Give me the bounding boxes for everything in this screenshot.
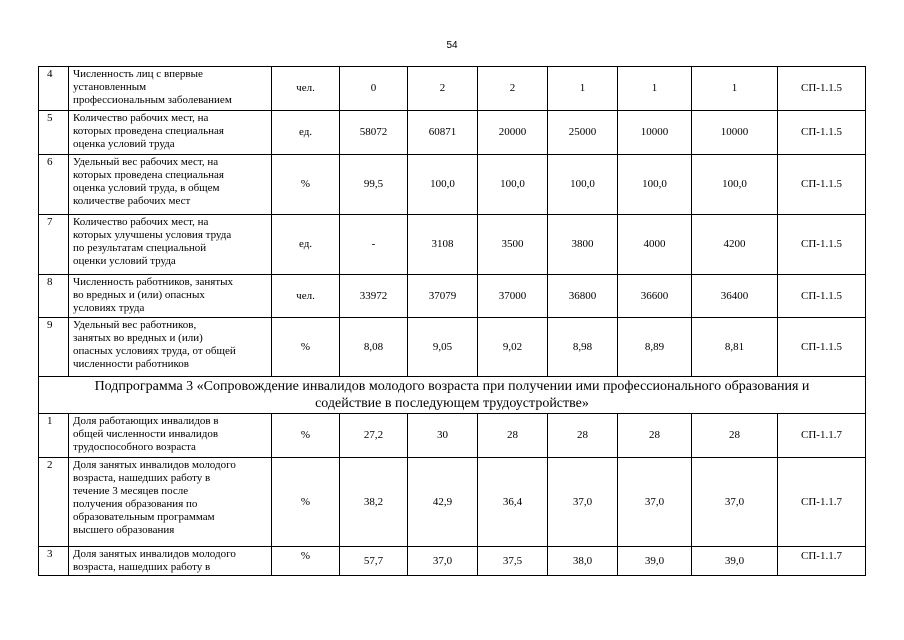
value-cell: 9,02 bbox=[478, 318, 548, 377]
section-title-line-2: содействие в последующем трудоустройстве» bbox=[315, 396, 589, 411]
table-row bbox=[39, 275, 866, 318]
unit-cell: ед. bbox=[272, 215, 340, 275]
indicator-name-line: течение 3 месяцев после bbox=[73, 485, 189, 497]
table-row bbox=[39, 414, 866, 458]
value-cell: 37,5 bbox=[478, 547, 548, 576]
indicator-name-line: Численность работников, занятых bbox=[73, 276, 234, 288]
value-cell: 9,05 bbox=[408, 318, 478, 377]
section-header bbox=[39, 377, 866, 414]
value-cell: 8,98 bbox=[548, 318, 618, 377]
indicator-name-line: Доля работающих инвалидов в bbox=[73, 415, 219, 427]
indicator-name-line: количестве рабочих мест bbox=[73, 195, 191, 207]
indicators-table bbox=[38, 66, 866, 576]
value-cell: 20000 bbox=[478, 111, 548, 155]
value-cell: 57,7 bbox=[340, 547, 408, 576]
value-cell: 25000 bbox=[548, 111, 618, 155]
program-code: СП-1.1.7 bbox=[778, 414, 866, 458]
indicator-name bbox=[69, 215, 272, 275]
indicator-name bbox=[69, 155, 272, 215]
section-row bbox=[39, 377, 866, 414]
row-number: 7 bbox=[39, 215, 69, 275]
indicator-name-line: условиях труда bbox=[73, 302, 145, 314]
value-cell: 100,0 bbox=[618, 155, 692, 215]
table-row bbox=[39, 155, 866, 215]
table-body-part2 bbox=[39, 414, 866, 576]
program-code: СП-1.1.5 bbox=[778, 318, 866, 377]
value-cell: 60871 bbox=[408, 111, 478, 155]
row-number: 3 bbox=[39, 547, 69, 576]
row-number: 9 bbox=[39, 318, 69, 377]
indicator-name-line: оценка условий труда, в общем bbox=[73, 182, 220, 194]
value-cell: 28 bbox=[618, 414, 692, 458]
value-cell: 3800 bbox=[548, 215, 618, 275]
indicator-name-line: Количество рабочих мест, на bbox=[73, 216, 209, 228]
indicator-name bbox=[69, 111, 272, 155]
value-cell: 28 bbox=[548, 414, 618, 458]
program-code: СП-1.1.7 bbox=[778, 547, 866, 576]
page-number: 54 bbox=[446, 40, 458, 51]
unit-cell: ед. bbox=[272, 111, 340, 155]
indicator-name-line: общей численности инвалидов bbox=[73, 428, 219, 440]
value-cell: 1 bbox=[692, 67, 778, 111]
indicator-name-line: высшего образования bbox=[73, 524, 175, 536]
value-cell: 3500 bbox=[478, 215, 548, 275]
value-cell: 39,0 bbox=[692, 547, 778, 576]
value-cell: 4200 bbox=[692, 215, 778, 275]
indicator-name bbox=[69, 67, 272, 111]
value-cell: 37,0 bbox=[408, 547, 478, 576]
table-row bbox=[39, 458, 866, 547]
indicator-name-line: Удельный вес рабочих мест, на bbox=[73, 156, 219, 168]
indicator-name-line: получения образования по bbox=[73, 498, 198, 510]
section-title-cell bbox=[39, 377, 866, 414]
value-cell: 100,0 bbox=[408, 155, 478, 215]
program-code: СП-1.1.5 bbox=[778, 275, 866, 318]
value-cell: 58072 bbox=[340, 111, 408, 155]
indicator-name-line: опасных условиях труда, от общей bbox=[73, 345, 236, 357]
section-title-line-1: Подпрограмма 3 «Сопровождение инвалидов молодого возраста при получении ими профессионального образования и bbox=[94, 379, 810, 394]
unit-cell: % bbox=[272, 547, 340, 576]
indicator-name-line: которых улучшены условия труда bbox=[73, 229, 232, 241]
program-code: СП-1.1.5 bbox=[778, 155, 866, 215]
indicator-name-line: во вредных и (или) опасных bbox=[73, 289, 205, 301]
indicator-name-line: возраста, нашедших работу в bbox=[73, 472, 211, 484]
value-cell: 8,89 bbox=[618, 318, 692, 377]
value-cell: 1 bbox=[548, 67, 618, 111]
program-code: СП-1.1.5 bbox=[778, 67, 866, 111]
row-number: 6 bbox=[39, 155, 69, 215]
indicator-name-line: Количество рабочих мест, на bbox=[73, 112, 209, 124]
indicator-name bbox=[69, 458, 272, 547]
value-cell: 100,0 bbox=[548, 155, 618, 215]
table-row bbox=[39, 215, 866, 275]
indicator-name-line: которых проведена специальная bbox=[73, 169, 224, 181]
table-row bbox=[39, 67, 866, 111]
value-cell: 2 bbox=[478, 67, 548, 111]
value-cell: 3108 bbox=[408, 215, 478, 275]
value-cell: 99,5 bbox=[340, 155, 408, 215]
value-cell: 10000 bbox=[618, 111, 692, 155]
indicator-name bbox=[69, 318, 272, 377]
indicator-name-line: по результатам специальной bbox=[73, 242, 207, 254]
value-cell: 0 bbox=[340, 67, 408, 111]
row-number: 5 bbox=[39, 111, 69, 155]
value-cell: 36600 bbox=[618, 275, 692, 318]
row-number: 4 bbox=[39, 67, 69, 111]
value-cell: 27,2 bbox=[340, 414, 408, 458]
value-cell: 37,0 bbox=[618, 458, 692, 547]
program-code: СП-1.1.5 bbox=[778, 215, 866, 275]
row-number: 1 bbox=[39, 414, 69, 458]
value-cell: 42,9 bbox=[408, 458, 478, 547]
indicator-name-line: которых проведена специальная bbox=[73, 125, 224, 137]
program-code: СП-1.1.5 bbox=[778, 111, 866, 155]
value-cell: 4000 bbox=[618, 215, 692, 275]
value-cell: - bbox=[340, 215, 408, 275]
unit-cell: % bbox=[272, 155, 340, 215]
value-cell: 38,2 bbox=[340, 458, 408, 547]
indicator-name-line: оценка условий труда bbox=[73, 138, 175, 150]
value-cell: 28 bbox=[692, 414, 778, 458]
row-number: 2 bbox=[39, 458, 69, 547]
indicator-name bbox=[69, 547, 272, 576]
value-cell: 36,4 bbox=[478, 458, 548, 547]
indicator-name-line: оценки условий труда bbox=[73, 255, 176, 267]
table-row bbox=[39, 547, 866, 576]
indicator-name-line: профессиональным заболеванием bbox=[73, 94, 232, 106]
table-body-part1 bbox=[39, 67, 866, 377]
value-cell: 37079 bbox=[408, 275, 478, 318]
value-cell: 1 bbox=[618, 67, 692, 111]
indicator-name bbox=[69, 275, 272, 318]
indicator-name bbox=[69, 414, 272, 458]
value-cell: 36400 bbox=[692, 275, 778, 318]
unit-cell: % bbox=[272, 414, 340, 458]
value-cell: 30 bbox=[408, 414, 478, 458]
value-cell: 2 bbox=[408, 67, 478, 111]
unit-cell: чел. bbox=[272, 275, 340, 318]
row-number: 8 bbox=[39, 275, 69, 318]
value-cell: 37000 bbox=[478, 275, 548, 318]
value-cell: 37,0 bbox=[692, 458, 778, 547]
indicator-name-line: Доля занятых инвалидов молодого bbox=[73, 548, 236, 560]
value-cell: 36800 bbox=[548, 275, 618, 318]
indicator-name-line: Удельный вес работников, bbox=[73, 319, 197, 331]
value-cell: 37,0 bbox=[548, 458, 618, 547]
value-cell: 38,0 bbox=[548, 547, 618, 576]
indicator-name-line: Доля занятых инвалидов молодого bbox=[73, 459, 236, 471]
table-row bbox=[39, 318, 866, 377]
program-code: СП-1.1.7 bbox=[778, 458, 866, 547]
value-cell: 8,08 bbox=[340, 318, 408, 377]
indicator-name-line: численности работников bbox=[73, 358, 189, 370]
value-cell: 39,0 bbox=[618, 547, 692, 576]
value-cell: 33972 bbox=[340, 275, 408, 318]
value-cell: 28 bbox=[478, 414, 548, 458]
value-cell: 10000 bbox=[692, 111, 778, 155]
indicator-name-line: возраста, нашедших работу в bbox=[73, 561, 211, 573]
unit-cell: чел. bbox=[272, 67, 340, 111]
table-row bbox=[39, 111, 866, 155]
indicator-name-line: установленным bbox=[73, 81, 147, 93]
indicator-name-line: образовательным программам bbox=[73, 511, 215, 523]
indicator-name-line: Численность лиц с впервые bbox=[73, 68, 203, 80]
indicator-name-line: занятых во вредных и (или) bbox=[73, 332, 203, 344]
unit-cell: % bbox=[272, 318, 340, 377]
unit-cell: % bbox=[272, 458, 340, 547]
indicator-name-line: трудоспособного возраста bbox=[73, 441, 196, 453]
value-cell: 100,0 bbox=[692, 155, 778, 215]
value-cell: 8,81 bbox=[692, 318, 778, 377]
value-cell: 100,0 bbox=[478, 155, 548, 215]
